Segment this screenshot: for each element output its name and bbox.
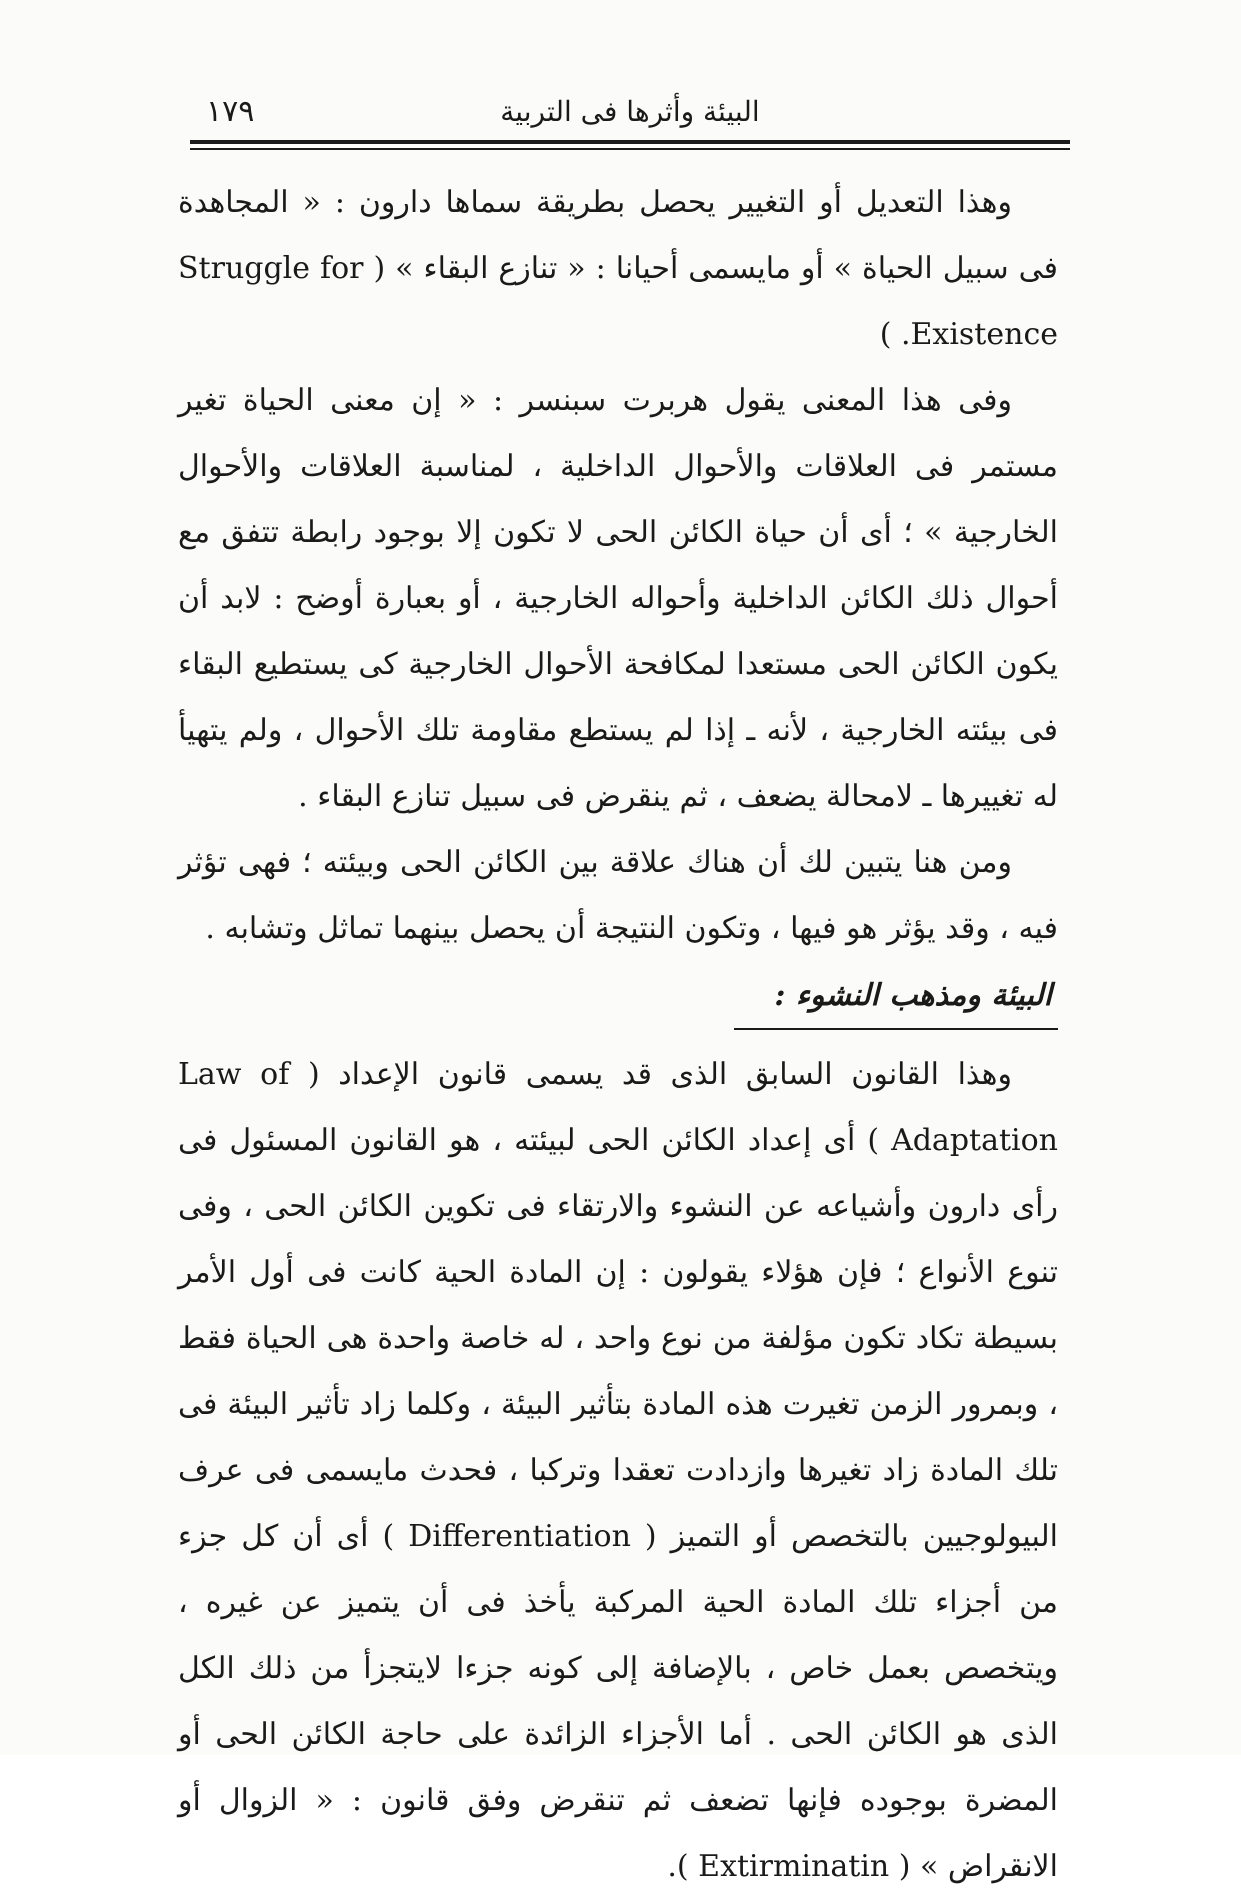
paragraph: وفى هذا المعنى يقول هربرت سبنسر : « إن معنى الحياة تغير مستمر فى العلاقات والأحوال الداخلية ، لمناسبة العلاقات والأحوال الخارجية » ؛ أى أن حياة الكائن الحى لا تكون إلا بوجود رابطة تتفق مع أحوال ذلك الكائن الداخلية وأحواله الخارجية ، أو بعبارة أوضح : لابد أن يكون الكائن الحى مستعدا لمكافحة الأحوال الخارجية كى يستطيع البقاء فى بيئته الخارجية ، لأنه ـ إذا لم يستطع مقاومة تلك الأحوال ، ولم يتهيأ له تغييرها ـ لامحالة يضعف ، ثم ينقرض فى سبيل تنازع البقاء .	[178, 383, 1058, 814]
paragraph: وهذا القانون السابق الذى قد يسمى قانون الإعداد ( Law of Adaptation ) أى إعداد الكائن الحى لبيئته ، هو القانون المسئول فى رأى دارون وأشياعه عن النشوء والارتقاء فى تكوين الكائن الحى ، وفى تنوع الأنواع ؛ فإن هؤلاء يقولون : إن المادة الحية كانت فى أول الأمر بسيطة تكاد تكون مؤلفة من نوع واحد ، له خاصة واحدة هى الحياة فقط ، وبمرور الزمن تغيرت هذه المادة بتأثير البيئة ، وكلما زاد تأثير البيئة فى تلك المادة زاد تغيرها وازدادت تعقدا وتركبا ، فحدث مايسمى فى عرف البيولوجيين بالتخصص أو التميز ( Differentiation ) أى أن كل جزء من أجزاء تلك المادة الحية المركبة يأخذ فى أن يتميز عن غيره ، ويتخصص بعمل خاص ، بالإضافة إلى كونه جزءا لايتجزأ من ذلك الكل الذى هو الكائن الحى . أما الأجزاء الزائدة على حاجة الكائن الحى أو المضرة بوجوده فإنها تضعف ثم تنقرض وفق قانون : « الزوال أو الانقراض » ( Extirminatin ).	[178, 1057, 1058, 1884]
header-rule-thin	[190, 148, 1070, 150]
page-header	[190, 92, 1070, 142]
body-text	[178, 170, 1058, 1900]
paragraph: ومن هنا يتبين لك أن هناك علاقة بين الكائن الحى وبيئته ؛ فهى تؤثر فيه ، وقد يؤثر هو فيها ، وتكون النتيجة أن يحصل بينهما تماثل وتشابه .	[178, 845, 1058, 946]
header-rule	[190, 140, 1070, 144]
running-title: البيئة وأثرها فى التربية	[500, 95, 760, 128]
section-subheading: البيئة ومذهب النشوء :	[734, 972, 1058, 1030]
page-number: ١٧٩	[206, 94, 255, 129]
paragraph: وهذا التعديل أو التغيير يحصل بطريقة سماها دارون : « المجاهدة فى سبيل الحياة » أو مايسمى أحيانا : « تنازع البقاء » ( Struggle for Existence. )	[178, 185, 1059, 352]
